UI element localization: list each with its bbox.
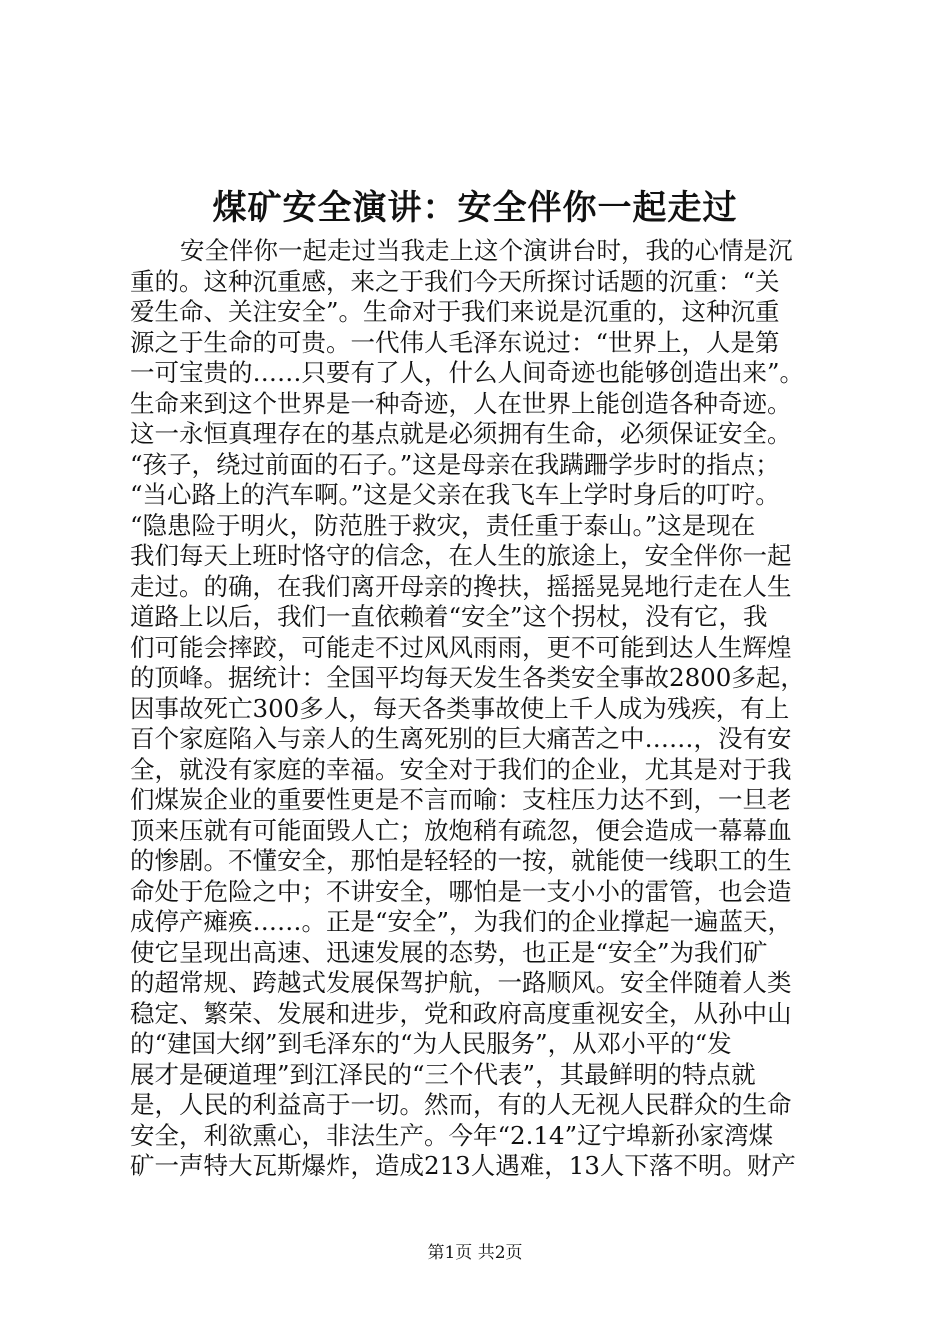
body-line: “当心路上的汽车啊。”这是父亲在我飞车上学时身后的叮咛。 (130, 480, 780, 509)
body-line: 们煤炭企业的重要性更是不言而喻：支柱压力达不到，一旦老 (130, 785, 792, 814)
body-line: 顶来压就有可能面毁人亡；放炮稍有疏忽，便会造成一幕幕血 (130, 815, 792, 845)
document-body (130, 236, 842, 1182)
body-line: “孩子，绕过前面的石子。”这是母亲在我蹒跚学步时的指点； (130, 449, 780, 479)
body-line: 们可能会摔跤，可能走不过风风雨雨，更不可能到达人生辉煌 (130, 632, 792, 662)
body-line: 这一永恒真理存在的基点就是必须拥有生命，必须保证安全。 (130, 419, 792, 448)
body-line: 的惨剧。不懂安全，那怕是轻轻的一按，就能使一线职工的生 (130, 846, 792, 875)
document-title: 煤矿安全演讲：安全伴你一起走过 (212, 188, 738, 228)
body-line: 安全，利欲熏心，非法生产。今年“2.14”辽宁埠新孙家湾煤 (130, 1120, 774, 1150)
body-line: 我们每天上班时恪守的信念，在人生的旅途上，安全伴你一起 (130, 541, 792, 570)
body-line: 走过。的确，在我们离开母亲的搀扶，摇摇晃晃地行走在人生 (130, 571, 792, 601)
body-line: 使它呈现出高速、迅速发展的态势，也正是“安全”为我们矿 (130, 937, 768, 967)
body-line: 展才是硬道理”到江泽民的“三个代表”，其最鲜明的特点就 (130, 1059, 756, 1089)
body-line: 源之于生命的可贵。一代伟人毛泽东说过：“世界上，人是第 (130, 327, 780, 357)
body-line: 一可宝贵的……只要有了人，什么人间奇迹也能够创造出来”。 (130, 358, 805, 387)
body-line: 道路上以后，我们一直依赖着“安全”这个拐杖，没有它，我 (130, 602, 768, 631)
page-number-footer: 第1页 共2页 (427, 1243, 523, 1263)
body-line: 的超常规、跨越式发展保驾护航，一路顺风。安全伴随着人类 (130, 968, 792, 997)
body-line: 是，人民的利益高于一切。然而，有的人无视人民群众的生命 (130, 1090, 792, 1119)
body-line: 矿一声特大瓦斯爆炸，造成213人遇难，13人下落不明。财产 (130, 1151, 796, 1180)
body-line: 安全伴你一起走过当我走上这个演讲台时，我的心情是沉 (180, 236, 793, 265)
body-line: 命处于危险之中；不讲安全，哪怕是一支小小的雷管，也会造 (130, 876, 792, 906)
body-line: 重的。这种沉重感，来之于我们今天所探讨话题的沉重：“关 (130, 266, 780, 296)
body-line: 生命来到这个世界是一种奇迹，人在世界上能创造各种奇迹。 (130, 388, 792, 418)
body-line: 稳定、繁荣、发展和进步，党和政府高度重视安全，从孙中山 (130, 998, 792, 1028)
body-line: 成停产瘫痪……。正是“安全”，为我们的企业撑起一遍蓝天， (130, 907, 793, 936)
body-line: 的“建国大纲”到毛泽东的“为人民服务”，从邓小平的“发 (130, 1029, 732, 1058)
body-line: “隐患险于明火，防范胜于救灾，责任重于泰山。”这是现在 (130, 510, 756, 540)
body-line: 因事故死亡300多人，每天各类事故使上千人成为残疾，有上 (130, 693, 790, 723)
body-line: 爱生命、关注安全”。生命对于我们来说是沉重的，这种沉重 (130, 297, 780, 326)
body-line: 全，就没有家庭的幸福。安全对于我们的企业，尤其是对于我 (130, 754, 792, 784)
body-line: 的顶峰。据统计：全国平均每天发生各类安全事故2800多起， (130, 663, 805, 692)
body-line: 百个家庭陷入与亲人的生离死别的巨大痛苦之中……，没有安 (130, 724, 792, 753)
